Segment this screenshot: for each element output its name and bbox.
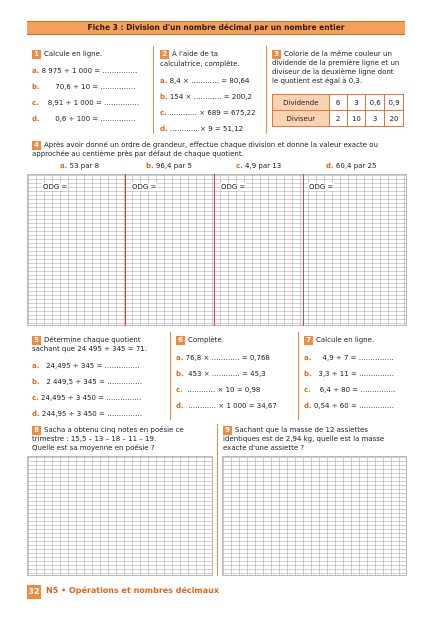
exercise-text: exacte d'une assiette ?	[223, 444, 305, 452]
table-cell[interactable]: 2	[329, 111, 347, 127]
exercise-number: 9	[223, 426, 232, 435]
ex4-item-d	[326, 162, 376, 170]
table-row	[273, 95, 404, 111]
item-expression: 53 par 8	[69, 162, 100, 170]
table-row	[273, 111, 404, 127]
exercise-text: Sacha a obtenu cinq notes en poésie ce	[44, 426, 184, 434]
item-expression: 453 × ………… = 45,3	[188, 370, 266, 378]
item-expression: 2 449,5 ÷ 345 = ……………	[46, 378, 143, 386]
column-divider	[170, 332, 171, 420]
row-header: Diviseur	[273, 111, 330, 127]
item-expression: 0,54 ÷ 60 = ……………	[313, 402, 395, 410]
exercise-3	[272, 50, 404, 127]
exercise-text: approchée au centième près par défaut de chaque quotient.	[32, 150, 244, 158]
ex4-item-c	[236, 162, 281, 170]
exercise-8	[32, 426, 212, 453]
item-expression: 8 975 ÷ 1 000 = ……………	[41, 67, 138, 75]
item-label: c.	[304, 386, 311, 394]
item-expression: 24,495 ÷ 3 450 = ……………	[41, 394, 142, 402]
column-divider	[217, 424, 218, 576]
odg-label: ODG =	[309, 183, 334, 191]
item-expression: 24,495 ÷ 345 = ……………	[46, 362, 140, 370]
item-label: c.	[236, 162, 243, 170]
table-cell[interactable]: 6	[329, 95, 347, 111]
exercise-7	[304, 336, 406, 418]
column-divider	[266, 46, 267, 134]
grid-separator	[125, 174, 126, 326]
exercise-instruction-2: calculatrice, complète.	[160, 60, 240, 68]
item-label: d.	[326, 162, 334, 170]
page-title: Fiche 3 : Division d'un nombre décimal par un nombre entier	[87, 23, 345, 32]
item-label: a.	[32, 362, 40, 370]
page-header	[27, 21, 405, 35]
table-cell[interactable]: 10	[347, 111, 366, 127]
item-expression: 0,6 ÷ 100 = ……………	[55, 115, 136, 123]
exercise-number: 8	[32, 426, 41, 435]
item-expression: ………… × 9 = 51,12	[169, 125, 244, 133]
item-label: b.	[160, 93, 168, 101]
exercise-number: 1	[32, 50, 41, 59]
exercise-text: diviseur de la deuxième ligne dont	[272, 68, 394, 76]
item-expression: ………… × 10 = 0,98	[187, 386, 261, 394]
item-label: b.	[32, 83, 40, 91]
exercise-instruction: Calcule en ligne.	[44, 50, 103, 58]
exercise-5	[32, 336, 167, 426]
exercise-instruction-2: sachant que 24 495 ÷ 345 = 71.	[32, 345, 147, 353]
item-expression: 70,6 ÷ 10 = ……………	[55, 83, 136, 91]
exercise-instruction: À l'aide de ta	[172, 50, 219, 58]
exercise-text: dividende de la première ligne et un	[272, 59, 400, 67]
ex8-work-grid[interactable]	[27, 456, 213, 576]
ex4-work-grid[interactable]	[27, 174, 407, 326]
exercise-number: 2	[160, 50, 169, 59]
column-divider	[153, 46, 154, 134]
exercise-text: Après avoir donné un ordre de grandeur, effectue chaque division et donne la valeur exacte ou	[44, 141, 378, 149]
exercise-4	[32, 141, 407, 159]
item-expression: 154 × ………… = 200,2	[169, 93, 252, 101]
exercise-6	[176, 336, 298, 418]
item-expression: 8,91 ÷ 1 000 = ……………	[47, 99, 139, 107]
item-expression: 8,4 × ………… = 80,64	[169, 77, 250, 85]
odg-label: ODG =	[221, 183, 246, 191]
grid-separator	[214, 174, 215, 326]
table-cell[interactable]: 0,9	[385, 95, 404, 111]
item-label: d.	[32, 115, 40, 123]
exercise-text: trimestre : 15,5 – 13 – 18 – 11 – 19.	[32, 435, 157, 443]
item-label: d.	[176, 402, 184, 410]
ex4-item-b	[146, 162, 192, 170]
item-label: a.	[160, 77, 168, 85]
column-divider	[298, 332, 299, 420]
table-cell[interactable]: 20	[385, 111, 404, 127]
item-expression: 3,3 ÷ 11 = ……………	[318, 370, 395, 378]
exercise-9	[223, 426, 406, 453]
exercise-number: 5	[32, 336, 41, 345]
item-label: c.	[160, 109, 167, 117]
exercise-1	[32, 50, 152, 131]
page-number: 32	[27, 585, 41, 599]
exercise-text: Colorie de la même couleur un	[284, 50, 392, 58]
exercise-text: Sachant que la masse de 12 assiettes	[235, 426, 368, 434]
item-label: b.	[32, 378, 40, 386]
dividend-divisor-table	[272, 94, 404, 127]
exercise-number: 6	[176, 336, 185, 345]
exercise-number: 7	[304, 336, 313, 345]
item-expression: 76,8 × ………… = 0,768	[185, 354, 270, 362]
item-expression: 6,4 ÷ 80 = ……………	[319, 386, 396, 394]
exercise-text: Quelle est sa moyenne en poésie ?	[32, 444, 155, 452]
exercise-number: 4	[32, 141, 41, 150]
item-label: d.	[32, 410, 40, 418]
exercise-instruction: Calcule en ligne.	[316, 336, 375, 344]
item-label: b.	[304, 370, 312, 378]
exercise-instruction: Détermine chaque quotient	[44, 336, 141, 344]
item-expression: 96,4 par 5	[155, 162, 193, 170]
grid-separator	[303, 174, 304, 326]
item-label: c.	[32, 394, 39, 402]
exercise-instruction: Complète.	[188, 336, 224, 344]
odg-label: ODG =	[43, 183, 68, 191]
ex9-work-grid[interactable]	[222, 456, 407, 576]
item-expression: 4,9 ÷ 7 = ……………	[322, 354, 394, 362]
item-expression: 60,4 par 25	[335, 162, 377, 170]
item-label: a.	[304, 354, 312, 362]
chapter-title: N5 • Opérations et nombres décimaux	[46, 586, 219, 595]
item-expression: 244,95 ÷ 3 450 = ……………	[41, 410, 143, 418]
row-header: Dividende	[273, 95, 330, 111]
item-label: a.	[176, 354, 184, 362]
exercise-2	[160, 50, 266, 141]
item-label: c.	[32, 99, 39, 107]
item-expression: ………… × 1 000 = 34,67	[188, 402, 277, 410]
item-label: d.	[160, 125, 168, 133]
table-cell[interactable]: 0,6	[366, 95, 385, 111]
table-cell[interactable]: 3	[366, 111, 385, 127]
item-expression: 4,9 par 13	[245, 162, 282, 170]
exercise-number: 3	[272, 50, 281, 59]
odg-label: ODG =	[132, 183, 157, 191]
item-label: c.	[176, 386, 183, 394]
item-label: d.	[304, 402, 312, 410]
item-label: b.	[146, 162, 154, 170]
exercise-text: le quotient est égal à 0,3.	[272, 77, 363, 85]
exercise-text: identiques est de 2,94 kg, quelle est la masse	[223, 435, 385, 443]
item-label: a.	[32, 67, 40, 75]
table-cell[interactable]: 3	[347, 95, 366, 111]
item-label: a.	[60, 162, 68, 170]
ex4-item-a	[60, 162, 99, 170]
item-expression: ………… × 689 = 675,22	[169, 109, 256, 117]
item-label: b.	[176, 370, 184, 378]
